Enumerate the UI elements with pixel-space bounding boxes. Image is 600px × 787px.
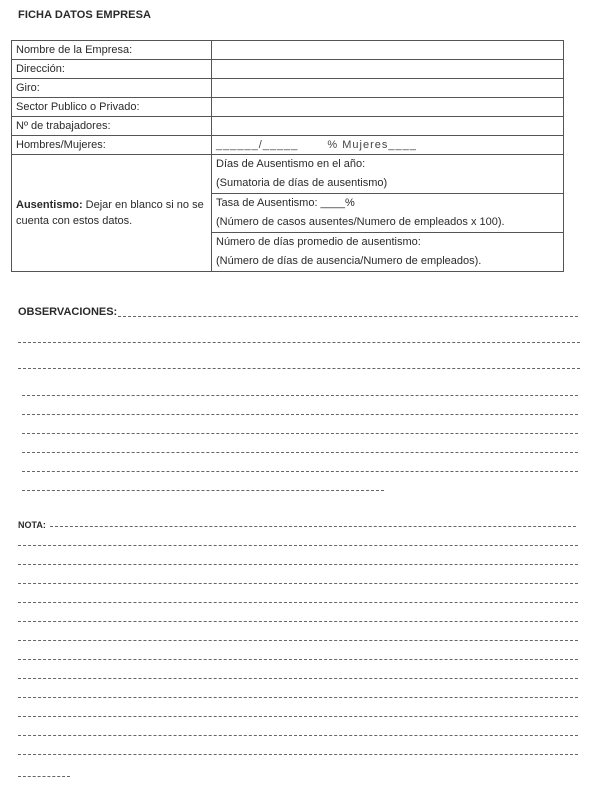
note-line[interactable] (18, 754, 578, 755)
note-label: NOTA: (18, 520, 46, 530)
page-title: FICHA DATOS EMPRESA (18, 9, 152, 21)
note-line[interactable] (18, 602, 578, 603)
absence-days-label: Días de Ausentismo en el año: (216, 158, 366, 170)
note-line[interactable] (18, 776, 70, 777)
table-row (12, 41, 564, 60)
avg-absence-days-label: Número de días promedio de ausentismo: (216, 236, 421, 248)
men-women-blank: ______/_____ (216, 139, 299, 151)
avg-absence-days-hint: (Número de días de ausencia/Numero de empleados). (216, 255, 482, 267)
note-line[interactable] (18, 678, 578, 679)
business-line-label: Giro: (12, 79, 212, 98)
sector-label: Sector Publico o Privado: (12, 98, 212, 117)
observation-line[interactable] (22, 490, 384, 491)
absence-days-hint: (Sumatoria de días de ausentismo) (216, 177, 388, 189)
note-line[interactable] (18, 697, 578, 698)
note-line[interactable] (50, 526, 576, 527)
address-label: Dirección: (12, 60, 212, 79)
note-line[interactable] (18, 545, 578, 546)
absence-rate-label: Tasa de Ausentismo: ____% (216, 197, 355, 209)
company-name-field[interactable] (212, 41, 564, 60)
absenteeism-label-bold: Ausentismo: (16, 199, 83, 211)
absence-rate-field[interactable] (212, 194, 564, 233)
workers-count-label: Nº de trabajadores: (12, 117, 212, 136)
avg-absence-days-field[interactable] (212, 233, 564, 272)
note-line[interactable] (18, 583, 578, 584)
address-field[interactable] (212, 60, 564, 79)
observation-line[interactable] (22, 433, 578, 434)
observation-line[interactable] (22, 471, 578, 472)
absenteeism-label-cell (12, 155, 212, 272)
workers-count-field[interactable] (212, 117, 564, 136)
men-women-label: Hombres/Mujeres: (12, 136, 212, 155)
observation-line[interactable] (18, 342, 580, 343)
note-line[interactable] (18, 621, 578, 622)
table-row (12, 136, 564, 155)
note-line[interactable] (18, 659, 578, 660)
observation-line[interactable] (22, 414, 578, 415)
table-row (12, 117, 564, 136)
observation-line[interactable] (22, 395, 578, 396)
observations-label: OBSERVACIONES: (18, 306, 118, 318)
absence-days-field[interactable] (212, 155, 564, 194)
business-line-field[interactable] (212, 79, 564, 98)
absenteeism-label-note: Dejar en blanco si no se cuenta con estos datos. (16, 199, 204, 227)
table-row (12, 98, 564, 117)
note-line[interactable] (18, 735, 578, 736)
note-line[interactable] (18, 640, 578, 641)
company-data-table (11, 40, 564, 272)
note-line[interactable] (18, 564, 578, 565)
sector-field[interactable] (212, 98, 564, 117)
observation-line[interactable] (18, 368, 580, 369)
men-women-field[interactable] (212, 136, 564, 155)
company-name-label: Nombre de la Empresa: (12, 41, 212, 60)
table-row (12, 60, 564, 79)
absence-rate-hint: (Número de casos ausentes/Numero de empleados x 100). (216, 216, 505, 228)
women-percent-blank: % Mujeres____ (327, 139, 417, 151)
observation-line[interactable] (118, 316, 578, 317)
observation-line[interactable] (22, 452, 578, 453)
table-row (12, 79, 564, 98)
table-row (12, 155, 564, 194)
note-line[interactable] (18, 716, 578, 717)
